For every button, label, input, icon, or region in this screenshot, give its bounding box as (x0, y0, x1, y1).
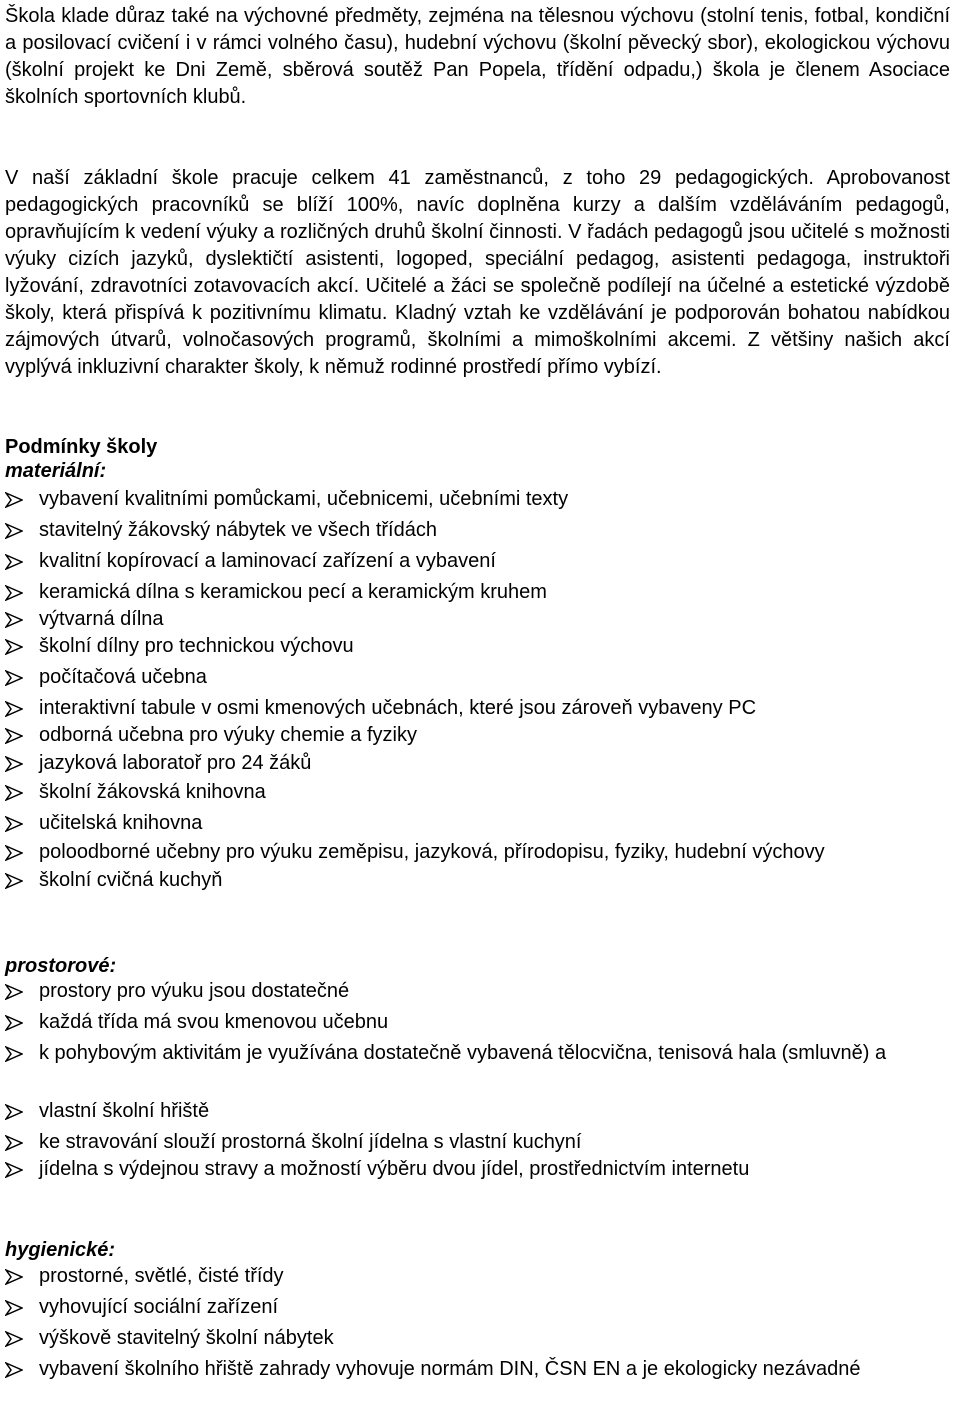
intro-paragraph: Škola klade důraz také na výchovné předměty, zejména na tělesnou výchovu (stolní tenis, fotbal, kondiční a posilovací cvičení i v rámci volného času), hudební výchovu (školní pěvecký sbor), ekologickou výchovu (školní projekt ke Dni Země, sběrová soutěž Pan Popela, třídění odpadu,) škola je členem Asociace školních sportovních klubů. (5, 5, 950, 108)
arrowhead-bullet-icon (5, 845, 23, 861)
arrowhead-bullet-icon (5, 1015, 23, 1031)
list-item: vyhovující sociální zařízení (0, 1294, 950, 1321)
list-item: každá třída má svou kmenovou učebnu (0, 1009, 950, 1036)
arrowhead-bullet-icon (5, 1046, 23, 1062)
list-item: školní dílny pro technickou výchovu (0, 633, 950, 660)
list-item: vlastní školní hřiště (0, 1098, 950, 1125)
list-item: vybavení kvalitními pomůckami, učebnicemi, učebními texty (0, 486, 950, 513)
list-item: učitelská knihovna (0, 810, 950, 837)
list-item: jazyková laboratoř pro 24 žáků (0, 750, 950, 777)
arrowhead-bullet-icon (5, 728, 23, 744)
arrowhead-bullet-icon (5, 1135, 23, 1151)
staff-paragraph: V naší základní škole pracuje celkem 41 zaměstnanců, z toho 29 pedagogických. Aprobovanost pedagogických pracovníků se blíží 100%, navíc doplněna kurzy a dalším vzděláváním pedagogů, opravňujícím k vedení výuky a rozličných druhů školní činnosti. V řadách pedagogů jsou učitelé s možnosti výuky cizích jazyků, dyslektičtí asistenti, logoped, speciální pedagog, asistenti pedagoga, instruktoři lyžování, zdravotníci zotavovacích akcí. Učitelé a žáci se společně podílejí na účelné a estetické výzdobě školy, která přispívá k pozitivnímu klimatu. Kladný vztah ke vzdělávání je podporován bohatou nabídkou zájmových útvarů, volnočasových programů, školními a mimoškolními akcemi. Z většiny našich akcí vyplývá inkluzivní charakter školy, k němuž rodinné prostředí přímo vybízí. (5, 167, 950, 378)
arrowhead-bullet-icon (5, 816, 23, 832)
arrowhead-bullet-icon (5, 523, 23, 539)
list-item: vybavení školního hřiště zahrady vyhovuje normám DIN, ČSN EN a je ekologicky nezávadné (0, 1356, 950, 1383)
arrowhead-bullet-icon (5, 756, 23, 772)
arrowhead-bullet-icon (5, 492, 23, 508)
spatial-heading: prostorové: (5, 955, 117, 977)
arrowhead-bullet-icon (5, 585, 23, 601)
list-item: jídelna s výdejnou stravy a možností výběru dvou jídel, prostřednictvím internetu (0, 1156, 950, 1183)
hygienic-heading: hygienické: (5, 1239, 116, 1261)
conditions-heading: Podmínky školy (5, 436, 158, 458)
list-item: odborná učebna pro výuky chemie a fyziky (0, 722, 950, 749)
list-item: prostorné, světlé, čisté třídy (0, 1263, 950, 1290)
list-item: k pohybovým aktivitám je využívána dostatečně vybavená tělocvična, tenisová hala (smluvně) a (0, 1040, 950, 1067)
list-item: kvalitní kopírovací a laminovací zařízení a vybavení (0, 548, 950, 575)
list-item: poloodborné učebny pro výuku zeměpisu, jazyková, přírodopisu, fyziky, hudební výchovy (0, 839, 950, 866)
list-item: školní žákovská knihovna (0, 779, 950, 806)
list-item: stavitelný žákovský nábytek ve všech třídách (0, 517, 950, 544)
arrowhead-bullet-icon (5, 701, 23, 717)
arrowhead-bullet-icon (5, 785, 23, 801)
list-item: školní cvičná kuchyň (0, 867, 950, 894)
arrowhead-bullet-icon (5, 670, 23, 686)
list-item: ke stravování slouží prostorná školní jídelna s vlastní kuchyní (0, 1129, 950, 1156)
arrowhead-bullet-icon (5, 873, 23, 889)
material-heading: materiální: (5, 460, 107, 482)
list-item: výškově stavitelný školní nábytek (0, 1325, 950, 1352)
list-item: počítačová učebna (0, 664, 950, 691)
arrowhead-bullet-icon (5, 1162, 23, 1178)
list-item: interaktivní tabule v osmi kmenových učebnách, které jsou zároveň vybaveny PC (0, 695, 950, 722)
arrowhead-bullet-icon (5, 1331, 23, 1347)
arrowhead-bullet-icon (5, 984, 23, 1000)
list-item: výtvarná dílna (0, 606, 950, 633)
arrowhead-bullet-icon (5, 1362, 23, 1378)
arrowhead-bullet-icon (5, 1300, 23, 1316)
arrowhead-bullet-icon (5, 1104, 23, 1120)
arrowhead-bullet-icon (5, 1269, 23, 1285)
list-item: prostory pro výuku jsou dostatečné (0, 978, 950, 1005)
arrowhead-bullet-icon (5, 639, 23, 655)
arrowhead-bullet-icon (5, 554, 23, 570)
list-item: keramická dílna s keramickou pecí a keramickým kruhem (0, 579, 950, 606)
arrowhead-bullet-icon (5, 612, 23, 628)
